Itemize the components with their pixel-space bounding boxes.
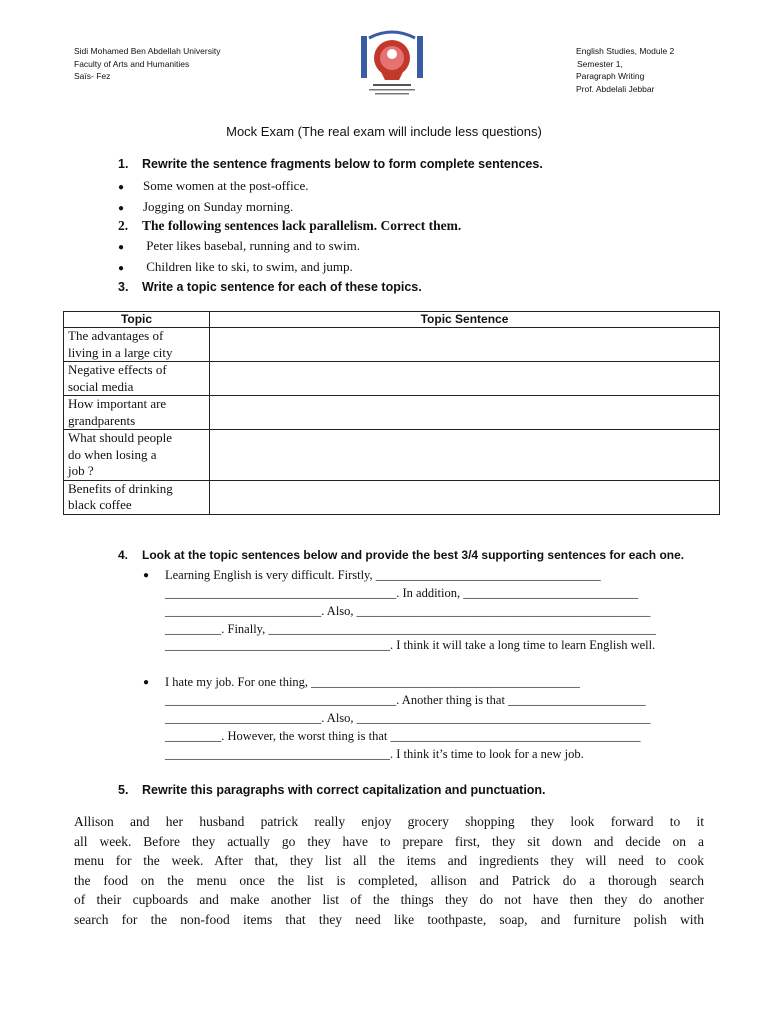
topic-sentence-cell[interactable] xyxy=(210,362,720,396)
paragraph-line: of their cupboards and make another list of the things they do not have then they do another xyxy=(74,892,704,907)
topic-cell: Negative effects of social media xyxy=(64,362,210,396)
paragraph-line: menu for the week. After that, they list all the items and ingredients they will need to cook xyxy=(74,853,704,868)
fill-line[interactable]: ____________________________________. I think it’s time to look for a new job. xyxy=(165,747,584,761)
paragraph-line: search for the non-food items that they need like toothpaste, soap, and furniture polish with xyxy=(74,911,704,927)
paragraph-line: all week. Before they actually go they have to prepare first, they sit down and decide on a xyxy=(74,833,704,849)
question-number: 1. xyxy=(118,157,129,171)
list-item: ● Some women at the post-office. xyxy=(118,178,309,193)
campus-name: Saïs- Fez xyxy=(74,71,111,81)
table-row xyxy=(64,430,720,481)
table-header-row xyxy=(64,312,720,328)
fill-line[interactable]: _________________________. Also, _______________________________________________ xyxy=(165,711,651,725)
topic-cell: How important are grandparents xyxy=(64,396,210,430)
paragraph-line: Allison and her husband patrick really enjoy grocery shopping they look forward to it xyxy=(74,814,704,829)
university-seal-icon xyxy=(355,28,429,98)
professor-name: Prof. Abdelali Jebbar xyxy=(576,83,655,94)
topic-sentence-cell[interactable] xyxy=(210,480,720,514)
fill-line[interactable]: I hate my job. For one thing, ___________________________________________ xyxy=(165,675,580,689)
question-number: 4. xyxy=(118,548,129,562)
question-text: Look at the topic sentences below and provide the best 3/4 supporting sentences for each one. xyxy=(142,548,685,562)
question-3 xyxy=(118,280,422,294)
topic-cell: The advantages of living in a large city xyxy=(64,328,210,362)
topic-sentence-cell[interactable] xyxy=(210,396,720,430)
paragraph xyxy=(74,812,704,929)
question-number: 2. xyxy=(118,218,129,233)
bullet-icon: ● xyxy=(143,677,150,688)
table-row xyxy=(64,362,720,396)
question-text: Rewrite the sentence fragments below to form complete sentences. xyxy=(142,157,543,171)
list-item: ● Children like to ski, to swim, and jump. xyxy=(118,259,353,274)
bullet-icon: ● xyxy=(118,262,125,274)
question-text: The following sentences lack parallelism. Correct them. xyxy=(142,218,462,233)
column-header-topic: Topic xyxy=(64,312,210,328)
header-left xyxy=(74,45,220,83)
module-name: English Studies, Module 2 xyxy=(576,46,675,56)
fill-line[interactable]: _________. Finally, ______________________________________________________________ xyxy=(165,622,656,636)
topic-sentence-cell[interactable] xyxy=(210,430,720,481)
question-2 xyxy=(118,218,461,234)
question-number: 5. xyxy=(118,783,129,797)
fill-line[interactable]: ____________________________________. I think it will take a long time to learn English well. xyxy=(165,638,656,652)
course-name: Paragraph Writing xyxy=(576,71,645,81)
bullet-icon: ● xyxy=(118,202,125,214)
table-row xyxy=(64,396,720,430)
table-row xyxy=(64,480,720,514)
question-5 xyxy=(118,783,546,797)
fill-line[interactable]: Learning English is very difficult. Firstly, ____________________________________ xyxy=(165,568,601,582)
topic-cell: What should people do when losing a job ? xyxy=(64,430,210,481)
topic-cell: Benefits of drinking black coffee xyxy=(64,480,210,514)
bullet-icon: ● xyxy=(118,181,125,193)
topic-sentence-cell[interactable] xyxy=(210,328,720,362)
faculty-name: Faculty of Arts and Humanities xyxy=(74,58,190,69)
list-item: ● Peter likes basebal, running and to swim. xyxy=(118,238,360,253)
column-header-topic-sentence: Topic Sentence xyxy=(210,312,720,328)
question-text: Rewrite this paragraphs with correct capitalization and punctuation. xyxy=(142,783,546,797)
bullet-icon: ● xyxy=(143,570,150,581)
fill-line[interactable]: _________________________. Also, _______________________________________________ xyxy=(165,604,651,618)
list-item: ● Jogging on Sunday morning. xyxy=(118,199,294,214)
exam-title: Mock Exam (The real exam will include less questions) xyxy=(226,124,542,139)
fill-line[interactable]: _____________________________________. Another thing is that ______________________ xyxy=(165,693,646,707)
topics-table xyxy=(63,311,720,515)
question-4 xyxy=(118,548,684,562)
semester: Semester 1, xyxy=(577,58,623,69)
bullet-icon: ● xyxy=(118,241,125,253)
question-text: Write a topic sentence for each of these topics. xyxy=(142,280,422,294)
header-right xyxy=(576,45,674,95)
fill-line[interactable]: _________. However, the worst thing is that ________________________________________ xyxy=(165,729,641,743)
table-row xyxy=(64,328,720,362)
fill-line[interactable]: _____________________________________. In addition, ____________________________ xyxy=(165,586,639,600)
question-1 xyxy=(118,157,543,171)
university-name: Sidi Mohamed Ben Abdellah University xyxy=(74,46,221,56)
paragraph-line: the food on the menu once the list is completed, allison and Patrick do a thorough search xyxy=(74,872,704,888)
question-number: 3. xyxy=(118,280,129,294)
